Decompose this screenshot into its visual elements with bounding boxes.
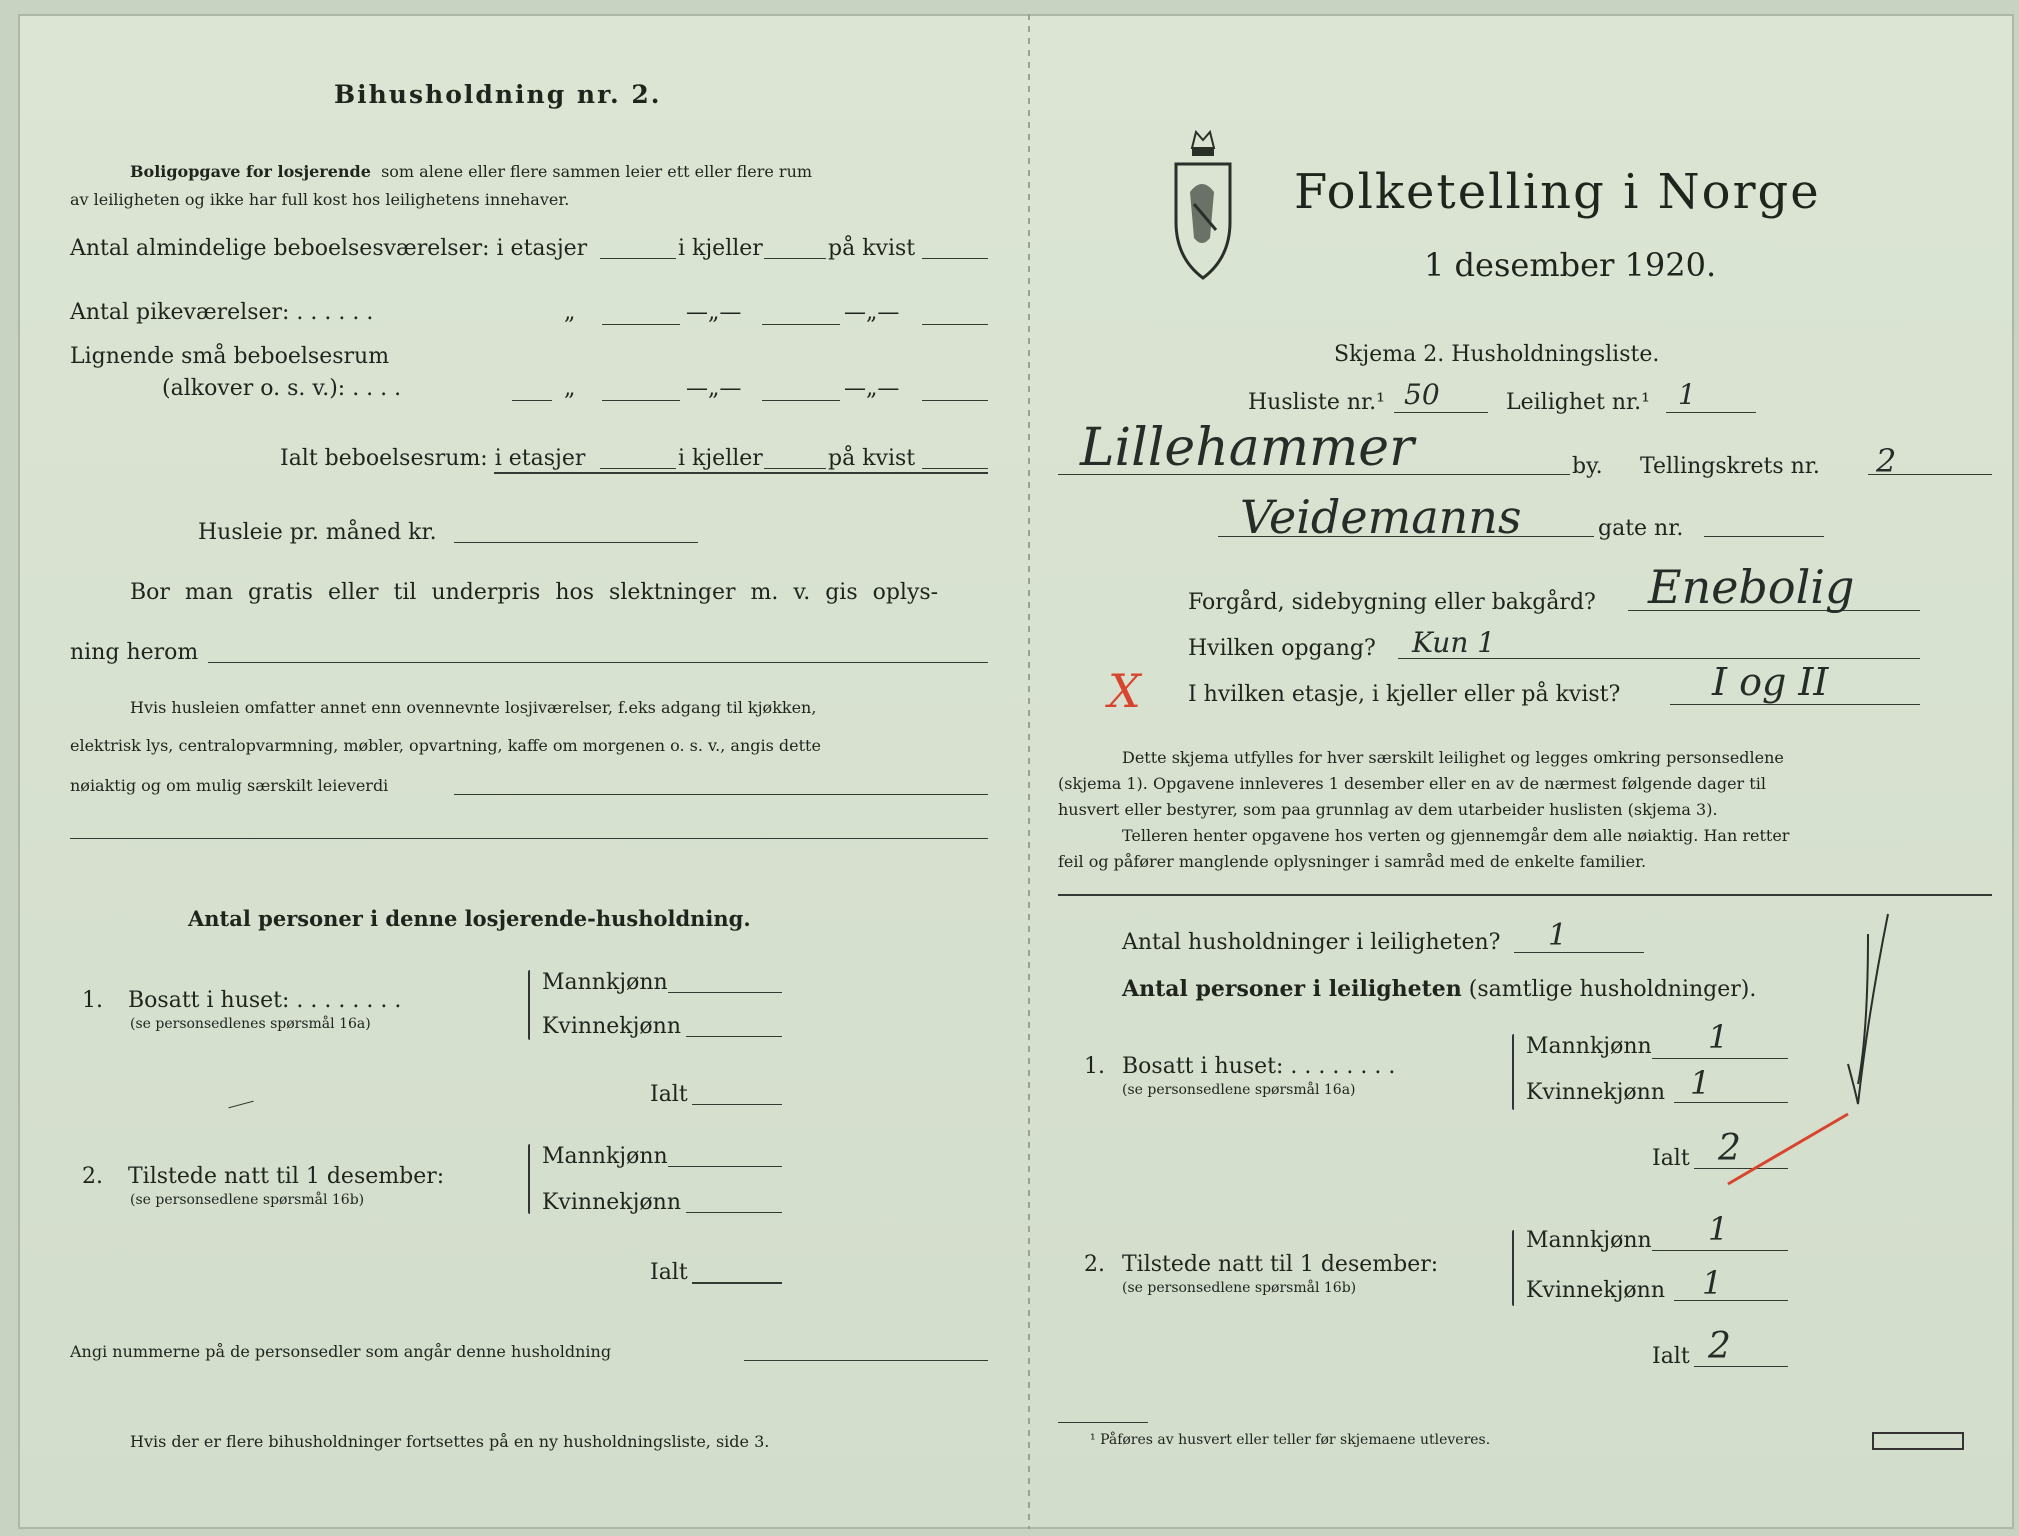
ditto-dash: —„— [844,300,900,325]
bor-line-1: Bor man gratis eller til underpris hos slektninger m. v. gis oplys- [130,580,939,605]
pen-stroke [228,1101,253,1109]
right-b-mann-value: 1 [1708,1018,1729,1056]
field-alm-kjeller[interactable] [764,258,826,259]
field-pike-kvist[interactable] [922,324,988,325]
left-title: Bihusholdning nr. 2. [334,80,662,109]
left-item2-sub: (se personsedlene spørsmål 16b) [130,1192,365,1208]
red-x-mark: X [1108,664,1141,718]
forgaard-value: Enebolig [1648,560,1855,614]
gate-label: gate nr. [1598,516,1684,541]
bor-line-2: ning herom [70,640,199,665]
right-item2-num: 2. [1084,1252,1105,1277]
leilighet-field[interactable] [1666,412,1756,413]
right-item2-sub: (se personsedlene spørsmål 16b) [1122,1280,1357,1296]
husliste-field[interactable] [1394,412,1488,413]
left-item2-num: 2. [82,1164,103,1189]
husliste-value: 50 [1404,378,1440,411]
left-item1-label: Bosatt i huset: . . . . . . . . [128,988,402,1013]
info-line-4: Telleren henter opgavene hos verten og gjennemgår dem alle nøiaktig. Han retter [1122,826,1790,845]
ditto-dash: —„— [844,376,900,401]
field-lign-kvist[interactable] [922,400,988,401]
label-paa-kvist: på kvist [828,236,916,261]
norway-coat-of-arms-icon [1170,118,1236,286]
left-antal-heading: Antal personer i denne losjerende-husholdning. [188,906,751,931]
label-i-kjeller: i kjeller [678,446,763,471]
info-line-1: Dette skjema utfylles for hver særskilt leilighet og legges omkring personsedlene [1122,748,1784,767]
ditto-dash: —„— [686,376,742,401]
row-antal-alm: Antal almindelige beboelsesværelser: i etasjer [70,236,588,261]
check-marks [1718,894,1928,1194]
right-t-ialt-label: Ialt [1652,1344,1690,1369]
left-t-kvinne-label: Kvinnekjønn [542,1190,681,1215]
right-b-ialt-value: 2 [1718,1128,1741,1169]
schema-line: Skjema 2. Husholdningsliste. [1334,342,1660,367]
label-paa-kvist: på kvist [828,446,916,471]
gate-field[interactable] [1218,536,1594,537]
right-t-mann-value: 1 [1708,1210,1729,1248]
row-husleie: Husleie pr. måned kr. [198,520,437,545]
field-pike-kjeller[interactable] [762,324,840,325]
left-t-ialt-label: Ialt [650,1260,688,1285]
field-lign-kjeller[interactable] [762,400,840,401]
opgang-label: Hvilken opgang? [1188,636,1376,661]
row-lign-1: Lignende små beboelsesrum [70,344,390,369]
left-b-ialt-field[interactable] [692,1104,782,1105]
antal-pers-line: Antal personer i leiligheten (samtlige husholdninger). [1122,976,1757,1002]
gate-nr-field[interactable] [1704,536,1824,537]
field-husleie[interactable] [454,542,698,543]
left-b-ialt-label: Ialt [650,1082,688,1107]
hvis-line-2: elektrisk lys, centralopvarmning, møbler, opvartning, kaffe om morgenen o. s. v., angis dette [70,736,821,755]
field-lign-pre[interactable] [512,400,552,401]
label-i-kjeller: i kjeller [678,236,763,261]
gate-value: Veidemanns [1240,490,1522,544]
field-hvis-2[interactable] [70,838,988,839]
field-lign-etasjer[interactable] [602,400,680,401]
husliste-label: Husliste nr.¹ [1248,390,1385,415]
field-alm-kvist[interactable] [922,258,988,259]
forgaard-label: Forgård, sidebygning eller bakgård? [1188,590,1596,615]
antal-hush-value: 1 [1548,918,1568,953]
left-t-kvinne-field[interactable] [686,1212,782,1213]
row-pike: Antal pikeværelser: . . . . . . [70,300,374,325]
right-t-ialt-value: 2 [1708,1326,1731,1367]
right-t-mann-field[interactable] [1652,1250,1788,1251]
krets-label: Tellingskrets nr. [1640,454,1820,479]
right-item2-label: Tilstede natt til 1 desember: [1122,1252,1439,1277]
census-form-sheet [18,14,2014,1529]
right-b-ialt-label: Ialt [1652,1146,1690,1171]
right-footnote: ¹ Påføres av husvert eller teller før skjemaene utleveres. [1090,1432,1491,1448]
krets-value: 2 [1876,442,1897,480]
etasje-value: I og II [1712,660,1829,704]
info-line-3: husvert eller bestyrer, som paa grunnlag av dem utarbeider huslisten (skjema 3). [1058,800,1718,819]
left-t-mann-field[interactable] [668,1166,782,1167]
right-t-kvinne-value: 1 [1702,1264,1723,1302]
page-fold [1028,14,1030,1529]
brace [528,970,530,1040]
field-hvis[interactable] [454,794,988,795]
opgang-value: Kun 1 [1412,626,1496,659]
left-t-mann-label: Mannkjønn [542,1144,668,1169]
left-b-mann-field[interactable] [668,992,782,993]
right-t-mann-label: Mannkjønn [1526,1228,1652,1253]
right-b-kvinne-value: 1 [1690,1064,1711,1102]
left-item1-sub: (se personsedlenes spørsmål 16a) [130,1016,371,1032]
printer-stamp [1872,1432,1964,1450]
row-lign-2: (alkover o. s. v.): . . . . [162,376,402,401]
right-date: 1 desember 1920. [1424,246,1717,284]
info-line-5: feil og påfører manglende oplysninger i samråd med de enkelte familier. [1058,852,1647,871]
intro-line-1: Boligopgave for losjerende som alene eller flere sammen leier ett eller flere rum [130,162,813,181]
leilighet-label: Leilighet nr.¹ [1506,390,1650,415]
left-b-mann-label: Mannkjønn [542,970,668,995]
left-b-kvinne-field[interactable] [686,1036,782,1037]
right-b-kvinne-label: Kvinnekjønn [1526,1080,1665,1105]
etasje-field[interactable] [1670,704,1920,705]
right-item1-num: 1. [1084,1054,1105,1079]
ditto-mark: „ [564,376,576,401]
by-field[interactable] [1058,474,1570,475]
field-ialt-kvist[interactable] [922,468,988,469]
hvis-line-3: nøiaktig og om mulig særskilt leieverdi [70,776,389,795]
by-value: Lillehammer [1080,418,1414,478]
left-b-kvinne-label: Kvinnekjønn [542,1014,681,1039]
right-b-mann-label: Mannkjønn [1526,1034,1652,1059]
left-item1-num: 1. [82,988,103,1013]
intro-line-2: av leiligheten og ikke har full kost hos leilighetens innehaver. [70,190,570,209]
field-angi[interactable] [744,1360,988,1361]
antal-hush-field[interactable] [1514,952,1644,953]
left-t-ialt-field[interactable] [692,1282,782,1284]
ditto-mark: „ [564,300,576,325]
row-ialt-rum: Ialt beboelsesrum: i etasjer [280,446,586,471]
by-label: by. [1572,454,1603,479]
ditto-dash: —„— [686,300,742,325]
field-ialt-kjeller[interactable] [764,468,826,469]
brace [1512,1230,1514,1306]
info-line-2: (skjema 1). Opgavene innleveres 1 desember eller en av de nærmest følgende dager til [1058,774,1766,793]
right-t-kvinne-label: Kvinnekjønn [1526,1278,1665,1303]
left-item2-label: Tilstede natt til 1 desember: [128,1164,445,1189]
brace [1512,1034,1514,1110]
left-footer: Hvis der er flere bihusholdninger fortsettes på en ny husholdningsliste, side 3. [130,1432,770,1451]
field-ialt-etasjer[interactable] [600,468,676,469]
footnote-rule [1058,1422,1148,1423]
field-pike-etasjer[interactable] [602,324,680,325]
right-item1-label: Bosatt i huset: . . . . . . . . [1122,1054,1396,1079]
etasje-label: I hvilken etasje, i kjeller eller på kvist? [1188,682,1621,707]
field-alm-etasjer[interactable] [600,258,676,259]
right-item1-sub: (se personsedlene spørsmål 16a) [1122,1082,1356,1098]
leilighet-value: 1 [1678,378,1696,411]
right-t-kvinne-field[interactable] [1674,1300,1788,1301]
antal-hush-label: Antal husholdninger i leiligheten? [1122,930,1501,955]
brace [528,1144,530,1214]
right-title: Folketelling i Norge [1294,164,1821,220]
field-bor[interactable] [208,662,988,663]
ialt-underline [494,472,988,474]
hvis-line-1: Hvis husleien omfatter annet enn ovennevnte losjiværelser, f.eks adgang til kjøkken, [130,698,817,717]
left-angi: Angi nummerne på de personsedler som angår denne husholdning [70,1342,612,1361]
